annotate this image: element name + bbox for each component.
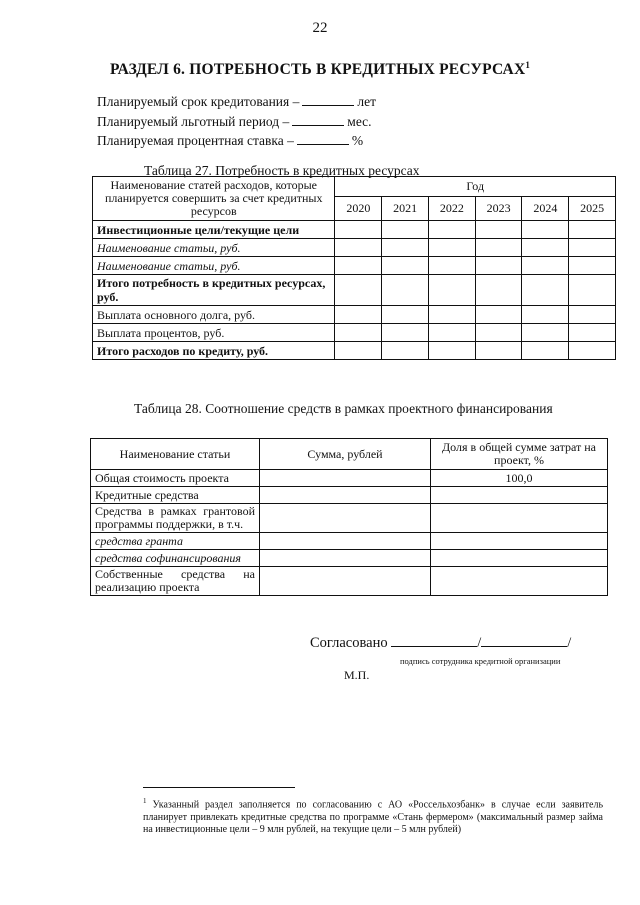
value-cell[interactable] [522, 342, 569, 360]
row-label: Итого потребность в кредитных ресурсах, руб. [93, 275, 335, 306]
share-cell[interactable] [431, 487, 608, 504]
value-cell[interactable] [428, 221, 475, 239]
credit-parameters [97, 92, 376, 151]
row-label: средства софинансирования [91, 550, 260, 567]
value-cell[interactable] [335, 221, 382, 239]
table-row [93, 324, 616, 342]
value-cell[interactable] [522, 324, 569, 342]
value-cell[interactable] [382, 239, 429, 257]
value-cell[interactable] [522, 257, 569, 275]
value-cell[interactable] [522, 306, 569, 324]
header-cell: Доля в общей сумме затрат на проект, % [431, 439, 608, 470]
stamp-placeholder: М.П. [344, 668, 370, 682]
row-label: Средства в рамках грантовой программы поддержки, в т.ч. [91, 504, 260, 533]
value-cell[interactable] [475, 342, 522, 360]
value-cell[interactable] [335, 257, 382, 275]
value-cell[interactable] [428, 324, 475, 342]
sum-cell[interactable] [260, 487, 431, 504]
page-number: 22 [312, 20, 328, 36]
share-cell[interactable] [431, 550, 608, 567]
footnote-marker: 1 [525, 60, 531, 70]
table-row [93, 221, 616, 239]
table27-header-year: Год [335, 177, 616, 197]
value-cell[interactable] [382, 306, 429, 324]
share-cell[interactable] [431, 567, 608, 596]
table-row [93, 239, 616, 257]
param-unit: % [351, 133, 364, 148]
value-cell[interactable] [522, 221, 569, 239]
param-unit: лет [357, 94, 377, 109]
row-label: Итого расходов по кредиту, руб. [93, 342, 335, 360]
row-label: Наименование статьи, руб. [93, 239, 335, 257]
table-row [93, 275, 616, 306]
year-cell: 2022 [428, 196, 475, 220]
project-financing-table [90, 438, 608, 596]
value-cell[interactable] [522, 275, 569, 306]
row-label: Кредитные средства [91, 487, 260, 504]
table-row [91, 533, 608, 550]
param-blank-field[interactable] [292, 113, 344, 126]
value-cell[interactable] [569, 221, 616, 239]
value-cell[interactable] [382, 221, 429, 239]
value-cell[interactable] [382, 275, 429, 306]
value-cell[interactable] [569, 324, 616, 342]
table-row [93, 306, 616, 324]
value-cell[interactable] [569, 239, 616, 257]
table-row [93, 342, 616, 360]
year-cell: 2024 [522, 196, 569, 220]
sum-cell[interactable] [260, 533, 431, 550]
param-blank-field[interactable] [297, 132, 349, 145]
share-cell[interactable] [431, 533, 608, 550]
signature-field[interactable] [391, 633, 477, 647]
table28-caption: Таблица 28. Соотношение средств в рамках проектного финансирования [134, 401, 553, 416]
value-cell[interactable] [475, 306, 522, 324]
param-term [97, 92, 376, 112]
table28-header-row [91, 439, 608, 470]
footnote-number: 1 [143, 797, 147, 805]
value-cell[interactable] [569, 275, 616, 306]
footnote-text: Указанный раздел заполняется по согласованию с АО «Россельхозбанк» в случае если заявитель планирует привлекать кредитные средства по программе «Стань фермером» (максимальный размер займа на инвестиционные цели – 9 млн рублей, на текущие цели – 5 млн рублей) [143, 799, 604, 836]
row-label: Инвестиционные цели/текущие цели [93, 221, 335, 239]
value-cell[interactable] [382, 342, 429, 360]
footnote [143, 795, 603, 837]
row-label: Выплата процентов, руб. [93, 324, 335, 342]
param-rate [97, 131, 376, 151]
table-row [91, 550, 608, 567]
signature-caption: подпись сотрудника кредитной организации [400, 656, 561, 666]
value-cell[interactable] [475, 221, 522, 239]
value-cell[interactable] [475, 257, 522, 275]
share-cell[interactable] [431, 504, 608, 533]
sum-cell[interactable] [260, 504, 431, 533]
table-row [93, 257, 616, 275]
table-row [91, 470, 608, 487]
table-row [91, 487, 608, 504]
header-cell: Сумма, рублей [260, 439, 431, 470]
value-cell[interactable] [428, 257, 475, 275]
value-cell[interactable] [569, 342, 616, 360]
param-grace [97, 112, 376, 132]
sum-cell[interactable] [260, 567, 431, 596]
value-cell[interactable] [569, 306, 616, 324]
value-cell[interactable] [428, 306, 475, 324]
approval-line [310, 633, 571, 652]
value-cell[interactable] [428, 275, 475, 306]
table27-caption: Таблица 27. Потребность в кредитных ресурсах [144, 163, 420, 178]
footnote-divider [143, 787, 295, 788]
header-cell: Наименование статьи [91, 439, 260, 470]
section-title [0, 60, 640, 79]
value-cell[interactable] [475, 239, 522, 257]
param-blank-field[interactable] [302, 93, 354, 106]
param-unit: мес. [347, 113, 372, 129]
section-title-text: РАЗДЕЛ 6. ПОТРЕБНОСТЬ В КРЕДИТНЫХ РЕСУРСАХ [109, 61, 526, 79]
param-label: Планируемая процентная ставка – [97, 133, 294, 148]
sum-cell[interactable] [260, 550, 431, 567]
year-cell: 2021 [382, 196, 429, 220]
row-label: Выплата основного долга, руб. [93, 306, 335, 324]
value-cell[interactable] [335, 324, 382, 342]
share-cell[interactable]: 100,0 [431, 470, 608, 487]
year-cell: 2020 [335, 196, 382, 220]
value-cell[interactable] [382, 257, 429, 275]
name-field[interactable] [481, 633, 567, 647]
row-label: Наименование статьи, руб. [93, 257, 335, 275]
value-cell[interactable] [335, 275, 382, 306]
credit-needs-table [92, 176, 616, 360]
value-cell[interactable] [522, 239, 569, 257]
value-cell[interactable] [335, 306, 382, 324]
value-cell[interactable] [335, 239, 382, 257]
sum-cell[interactable] [260, 470, 431, 487]
row-label: Собственные средства на реализацию проекта [91, 567, 260, 596]
value-cell[interactable] [335, 342, 382, 360]
param-label: Планируемый льготный период – [97, 113, 290, 129]
value-cell[interactable] [428, 239, 475, 257]
year-cell: 2023 [475, 196, 522, 220]
value-cell[interactable] [475, 275, 522, 306]
row-label: Общая стоимость проекта [91, 470, 260, 487]
table-row [91, 504, 608, 533]
param-label: Планируемый срок кредитования – [97, 94, 300, 109]
value-cell[interactable] [569, 257, 616, 275]
value-cell[interactable] [475, 324, 522, 342]
approval-label: Согласовано [310, 635, 388, 651]
table-row [91, 567, 608, 596]
value-cell[interactable] [428, 342, 475, 360]
row-label: средства гранта [91, 533, 260, 550]
value-cell[interactable] [382, 324, 429, 342]
signature-separator: / [477, 635, 482, 651]
signature-separator: / [567, 635, 572, 651]
table27-header-name: Наименование статей расходов, которые планируется совершить за счет кредитных ресурсов [93, 177, 335, 221]
year-cell: 2025 [569, 196, 616, 220]
